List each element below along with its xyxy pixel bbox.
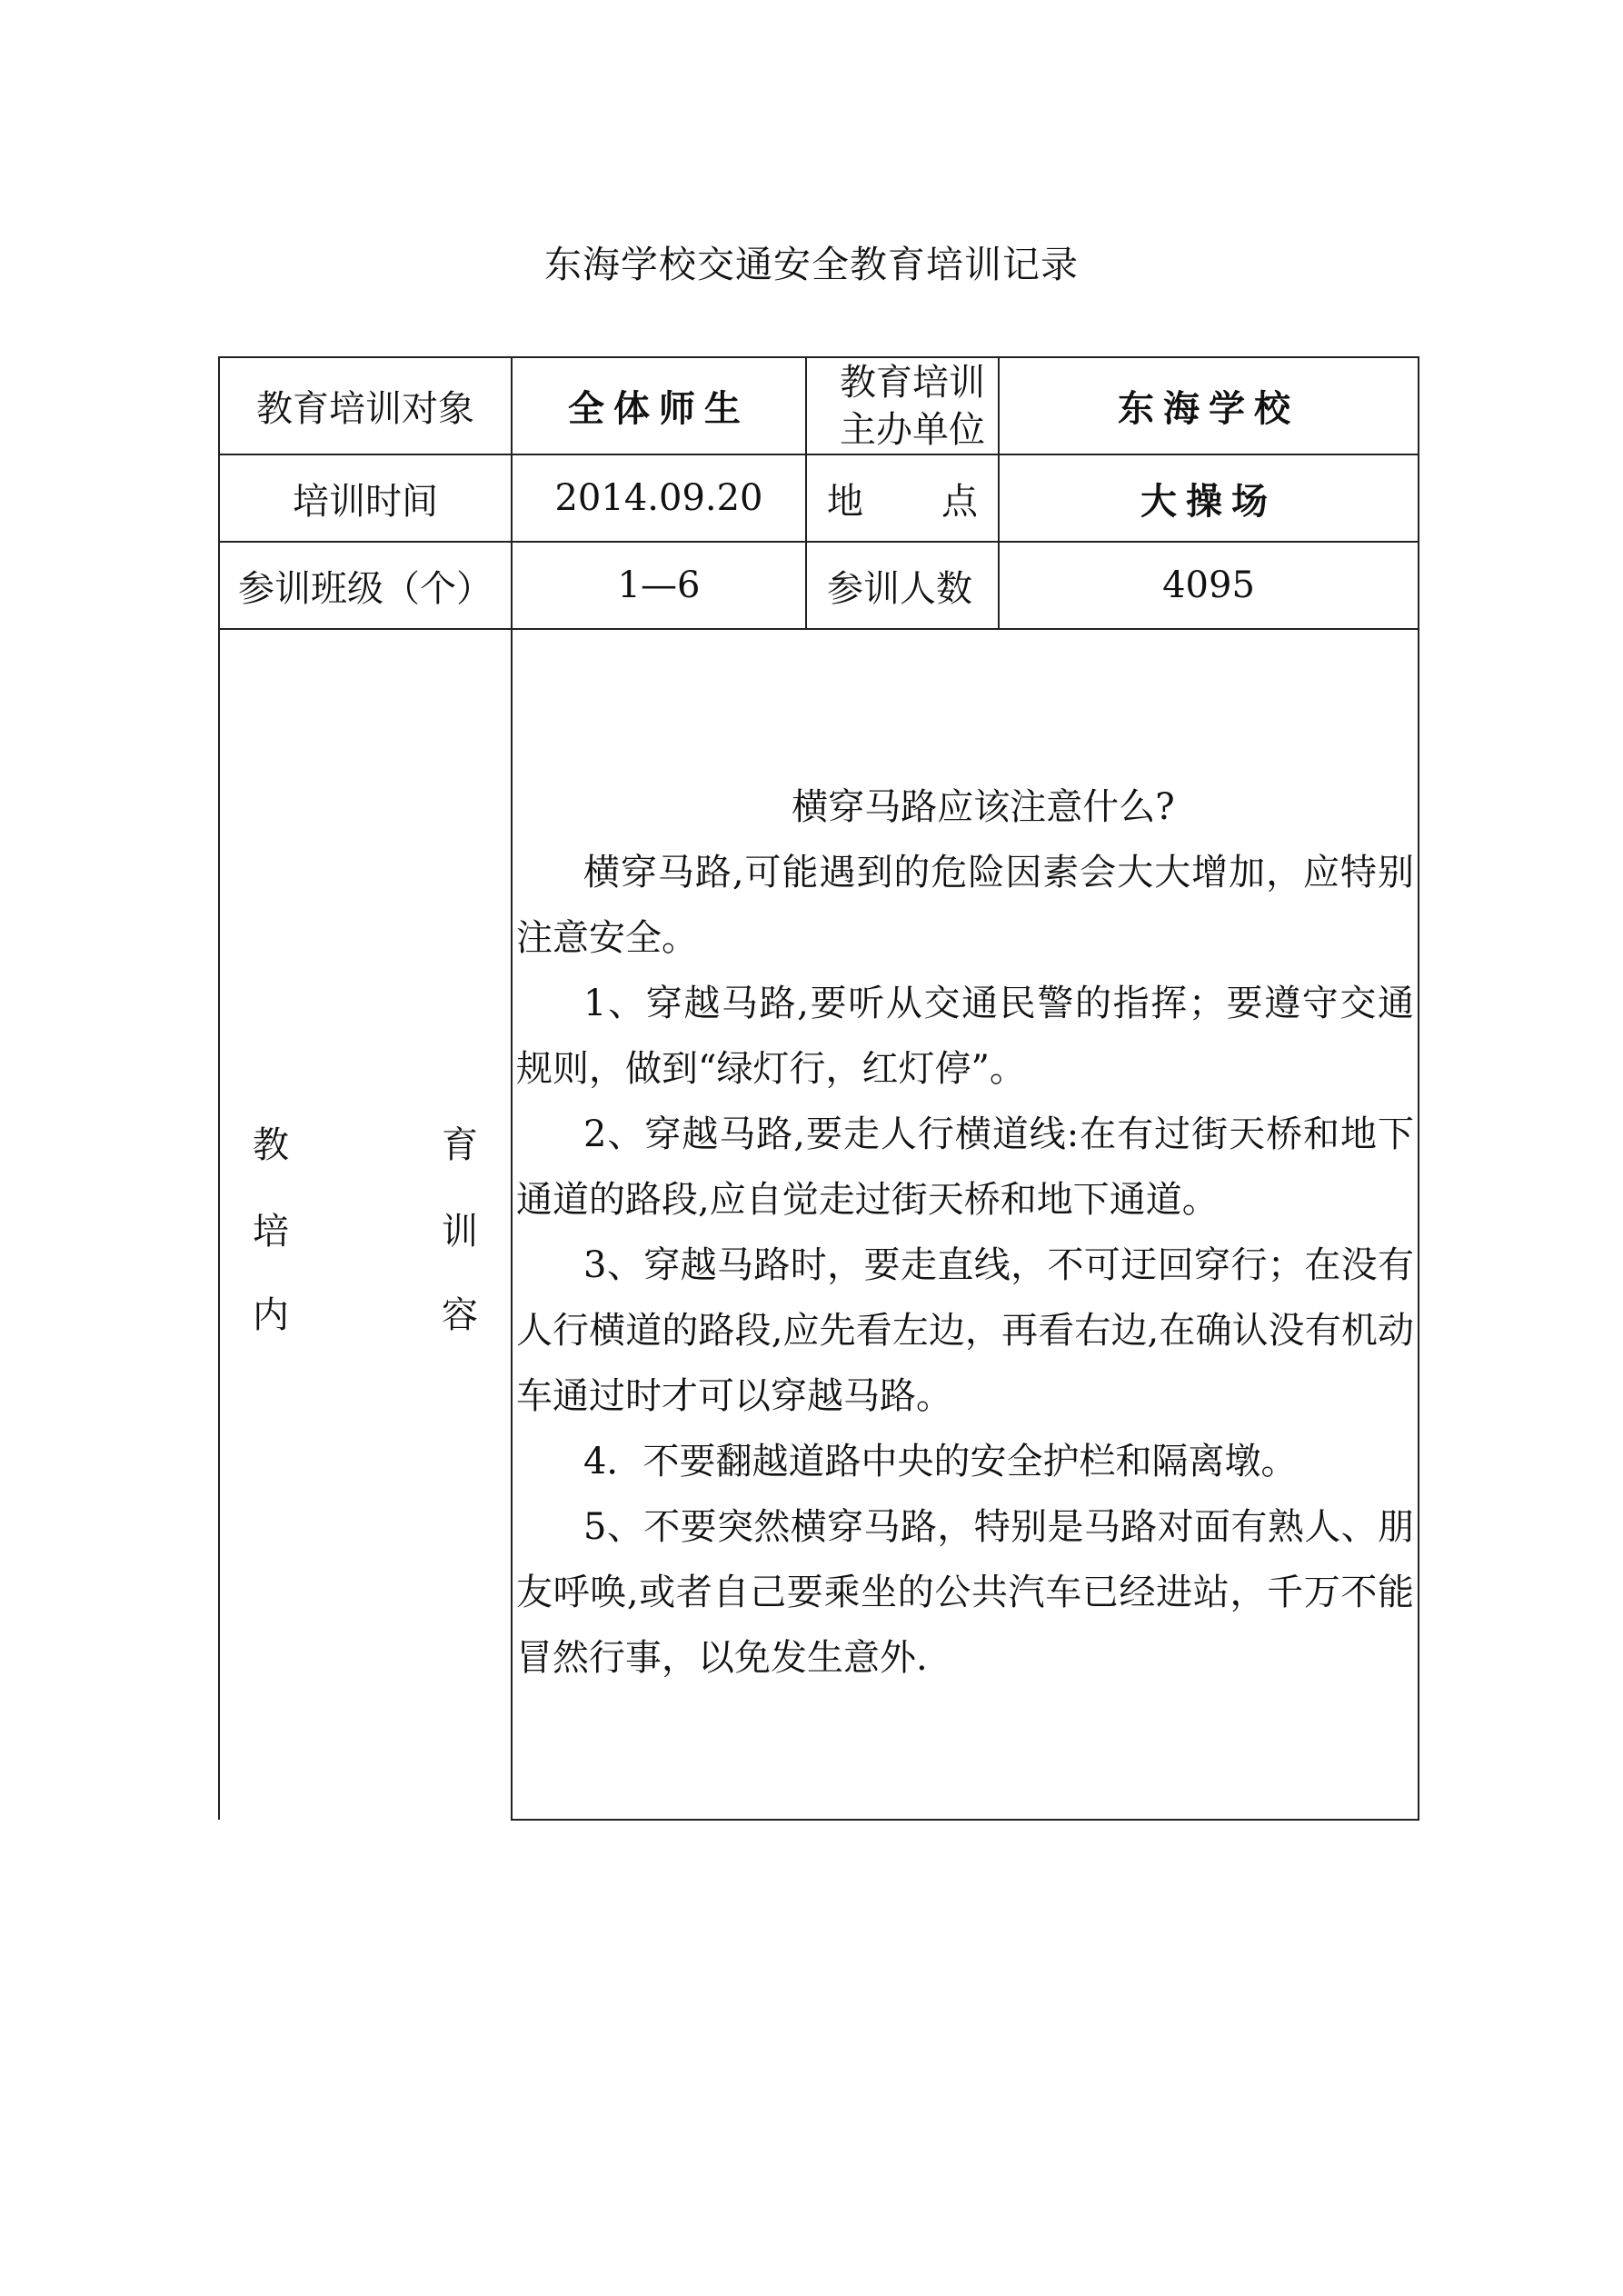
content-paragraph: 2、穿越马路,要走人行横道线:在有过街天桥和地下通道的路段,应自觉走过街天桥和地下通道。 <box>516 1113 1414 1221</box>
content-label-char: 育 <box>442 1124 478 1166</box>
place-value: 大操场 <box>999 454 1419 542</box>
time-value: 2014.09.20 <box>512 454 806 542</box>
table-row <box>219 542 1419 629</box>
target-value: 全体师生 <box>512 357 806 454</box>
classes-label: 参训班级（个） <box>219 542 512 629</box>
content-label <box>219 629 512 1820</box>
content-heading: 横穿马路应该注意什么? <box>792 786 1175 828</box>
content-label-line1 <box>253 1116 478 1168</box>
training-record-table <box>218 356 1419 1821</box>
organizer-label-line1: 教育培训 <box>840 361 985 404</box>
content-label-line2 <box>253 1203 478 1254</box>
content-label-char: 训 <box>442 1211 478 1253</box>
organizer-label-line2: 主办单位 <box>840 408 985 451</box>
content-paragraph: 5、不要突然横穿马路，特别是马路对面有熟人、朋友呼唤,或者自己要乘坐的公共汽车已经进站，千万不能冒然行事，以免发生意外. <box>516 1506 1414 1679</box>
page-title: 东海学校交通安全教育培训记录 <box>544 243 1079 286</box>
content-label-char: 教 <box>253 1124 289 1166</box>
target-label: 教育培训对象 <box>219 357 512 454</box>
place-label <box>806 454 999 542</box>
table-row <box>219 454 1419 542</box>
content-paragraph: 横穿马路,可能遇到的危险因素会大大增加，应特别注意安全。 <box>516 852 1414 959</box>
content-paragraph: 3、穿越马路时，要走直线，不可迂回穿行；在没有人行横道的路段,应先看左边，再看右边,在确认没有机动车通过时才可以穿越马路。 <box>516 1244 1414 1417</box>
place-label-char2: 点 <box>941 480 978 523</box>
organizer-label <box>806 357 999 454</box>
people-label: 参训人数 <box>806 542 999 629</box>
content-label-char: 内 <box>253 1294 289 1336</box>
table-row <box>219 629 1419 1820</box>
people-value: 4095 <box>999 542 1419 629</box>
content-paragraph: 1、穿越马路,要听从交通民警的指挥；要遵守交通规则，做到“绿灯行，红灯停”。 <box>516 983 1414 1090</box>
place-label-char1: 地 <box>827 480 863 523</box>
content-label-char: 培 <box>253 1211 289 1253</box>
table-row <box>219 357 1419 454</box>
training-content <box>512 629 1419 1820</box>
classes-value: 1—6 <box>512 542 806 629</box>
content-paragraph: 4．不要翻越道路中央的安全护栏和隔离墩。 <box>583 1441 1298 1482</box>
content-label-line3 <box>253 1286 478 1338</box>
organizer-value: 东海学校 <box>999 357 1419 454</box>
content-label-char: 容 <box>442 1294 478 1336</box>
time-label: 培训时间 <box>219 454 512 542</box>
